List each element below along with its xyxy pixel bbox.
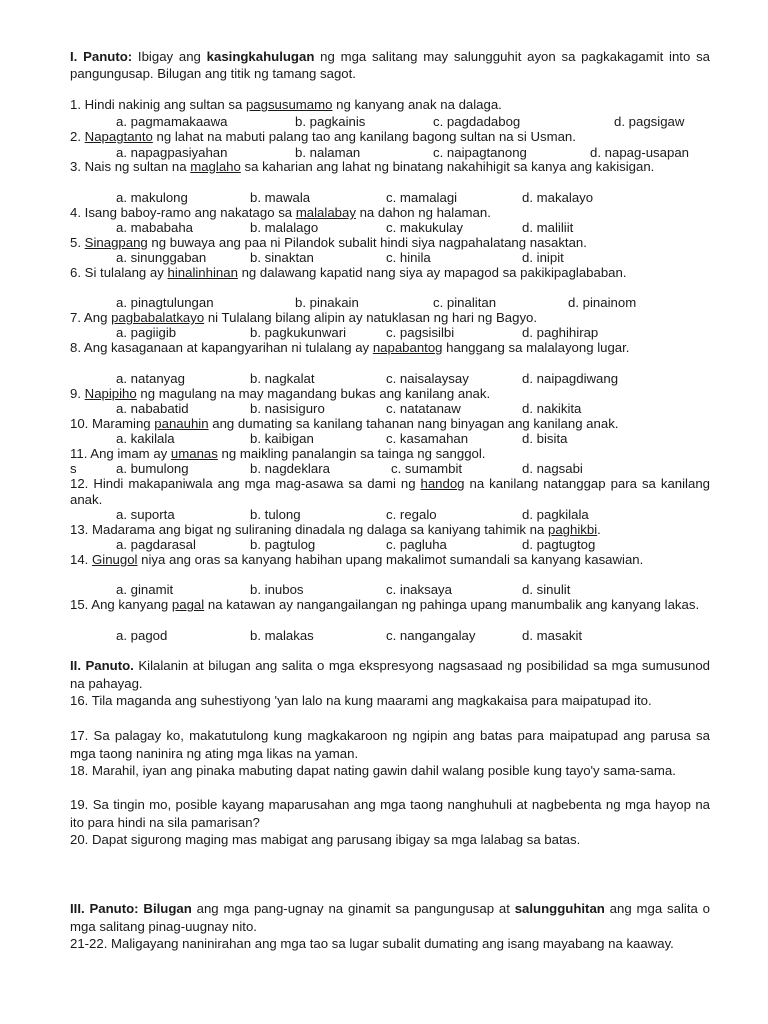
option-a[interactable]: a. makulong: [116, 190, 188, 205]
option-c[interactable]: c. nangangalay: [386, 628, 476, 643]
option-a[interactable]: a. natanyag: [116, 371, 185, 386]
question-7: 7. Ang pagbabalatkayo ni Tulalang bilang alipin ay natuklasan ng hari ng Bagyo.: [70, 310, 538, 325]
option-d[interactable]: d. pagkilala: [522, 507, 589, 522]
section-1-instructions: I. Panuto: Ibigay ang kasingkahulugan ng mga salitang may salungguhit ayon sa pagkakagamit into sa pangungusap. Bilugan ang titik ng tamang sagot.: [70, 49, 710, 81]
underlined-word: maglaho: [190, 159, 241, 174]
option-d[interactable]: d. masakit: [522, 628, 583, 643]
question-4: 4. Isang baboy-ramo ang nakatago sa malalabay na dahon ng halaman.: [70, 205, 491, 220]
question-8: 8. Ang kasaganaan at kapangyarihan ni tulalang ay napabantog hanggang sa malalayong lugar.: [70, 340, 630, 355]
option-c[interactable]: c. makukulay: [386, 220, 463, 235]
option-a[interactable]: a. napagpasiyahan: [116, 145, 228, 160]
question-13-options: [0, 537, 768, 552]
option-d[interactable]: d. sinulit: [522, 582, 571, 597]
option-a[interactable]: a. pagmamakaawa: [116, 114, 228, 129]
option-a[interactable]: a. kakilala: [116, 431, 175, 446]
question-14-options: [0, 582, 768, 597]
option-a[interactable]: a. nababatid: [116, 401, 189, 416]
option-c[interactable]: c. hinila: [386, 250, 431, 265]
option-b[interactable]: b. kaibigan: [250, 431, 314, 446]
option-b[interactable]: b. inubos: [250, 582, 304, 597]
question-5: 5. Sinagpang ng buwaya ang paa ni Pilandok subalit hindi siya nagpahalatang nasaktan.: [70, 235, 587, 250]
option-a[interactable]: a. sinunggaban: [116, 250, 207, 265]
option-b[interactable]: b. malalago: [250, 220, 319, 235]
question-15-options: [0, 628, 768, 643]
underlined-word: handog: [420, 476, 465, 491]
option-a[interactable]: a. pagdarasal: [116, 537, 196, 552]
section-2-item-19: 19. Sa tingin mo, posible kayang maparusahan ang mga taong nanghuhuli at nagbebenta ng mga hayop na ito para hindi na sila pamarisan?: [70, 797, 710, 830]
option-b[interactable]: b. malakas: [250, 628, 314, 643]
section-3-label: III. Panuto: Bilugan: [70, 901, 192, 916]
question-10-options: [0, 431, 768, 446]
underlined-word: pagsusumamo: [245, 97, 333, 112]
option-d[interactable]: d. bisita: [522, 431, 568, 446]
option-d[interactable]: d. inipit: [522, 250, 564, 265]
section-3-item-21-22: 21-22. Maligayang naninirahan ang mga tao sa lugar subalit dumating ang isang mayabang na kaaway.: [70, 936, 674, 951]
option-c[interactable]: c. inaksaya: [386, 582, 452, 597]
question-5-options: [0, 250, 768, 265]
section-2-instructions: II. Panuto. Kilalanin at bilugan ang salita o mga ekspresyong nagsasaad ng posibilidad sa mga sumusunod na pahayag.: [70, 658, 710, 691]
question-15: 15. Ang kanyang pagal na katawan ay nangangailangan ng pahinga upang manumbalik ang kanyang lakas.: [70, 597, 700, 612]
option-b[interactable]: b. nalaman: [295, 145, 361, 160]
section-2-label: II. Panuto.: [70, 658, 134, 673]
question-9-options: [0, 401, 768, 416]
underlined-word: paghikbi: [548, 522, 598, 537]
underlined-word: hinalinhinan: [167, 265, 238, 280]
option-a[interactable]: a. bumulong: [116, 461, 189, 476]
option-c[interactable]: c. naisalaysay: [386, 371, 469, 386]
question-14: 14. Ginugol niya ang oras sa kanyang habihan upang makalimot sumandali sa kanyang kasawian.: [70, 552, 644, 567]
question-1: 1. Hindi nakinig ang sultan sa pagsusumamo ng kanyang anak na dalaga.: [70, 97, 502, 112]
question-6-options: [0, 295, 768, 310]
question-2-options: [0, 145, 768, 160]
option-c[interactable]: c. pinalitan: [433, 295, 497, 310]
question-3-options: [0, 190, 768, 205]
option-c[interactable]: c. pagluha: [386, 537, 447, 552]
option-c[interactable]: c. sumambit: [391, 461, 463, 476]
section-2-item-20: 20. Dapat sigurong maging mas mabigat ang parusang ibigay sa mga lalabag sa batas.: [70, 832, 581, 847]
option-d[interactable]: d. pagtugtog: [522, 537, 596, 552]
option-b[interactable]: b. nagkalat: [250, 371, 315, 386]
option-c[interactable]: c. pagsisilbi: [386, 325, 455, 340]
question-11-options: [0, 461, 768, 476]
question-3: 3. Nais ng sultan na maglaho sa kaharian ang lahat ng binatang nakahihigit sa kanya ang kakisigan.: [70, 159, 655, 174]
option-c[interactable]: c. natatanaw: [386, 401, 461, 416]
option-b[interactable]: b. sinaktan: [250, 250, 314, 265]
question-10: 10. Maraming panauhin ang dumating sa kanilang tahanan nang binyagan ang kanilang anak.: [70, 416, 619, 431]
question-4-options: [0, 220, 768, 235]
question-13: 13. Madarama ang bigat ng suliraning dinadala ng dalaga sa kaniyang tahimik na paghikbi.: [70, 522, 601, 537]
underlined-word: panauhin: [154, 416, 209, 431]
option-a[interactable]: a. ginamit: [116, 582, 174, 597]
option-b[interactable]: b. nasisiguro: [250, 401, 325, 416]
underlined-word: Napipiho: [84, 386, 137, 401]
option-d[interactable]: d. nakikita: [522, 401, 582, 416]
option-c[interactable]: c. regalo: [386, 507, 437, 522]
section-2-item-18: 18. Marahil, iyan ang pinaka mabuting dapat nating gawin dahil walang posible kung tayo'y sama-sama.: [70, 763, 676, 778]
question-6: 6. Si tulalang ay hinalinhinan ng dalawang kapatid nang siya ay mapagod sa pakikipaglababan.: [70, 265, 627, 280]
underlined-word: malalabay: [295, 205, 356, 220]
option-a[interactable]: a. pagod: [116, 628, 168, 643]
section-1-label: I. Panuto:: [70, 49, 133, 64]
section-2-item-16: 16. Tila maganda ang suhestiyong 'yan lalo na kung maarami ang magkakaisa para maipatupad ito.: [70, 693, 652, 708]
question-12-options: [0, 507, 768, 522]
option-d[interactable]: d. paghihirap: [522, 325, 599, 340]
underlined-word: pagbabalatkayo: [111, 310, 205, 325]
option-b[interactable]: b. nagdeklara: [250, 461, 330, 476]
option-a[interactable]: a. suporta: [116, 507, 175, 522]
option-d[interactable]: d. makalayo: [522, 190, 594, 205]
question-2: 2. Napagtanto ng lahat na mabuti palang tao ang kanilang bagong sultan na si Usman.: [70, 129, 576, 144]
option-b[interactable]: b. pagkainis: [295, 114, 366, 129]
option-c[interactable]: c. kasamahan: [386, 431, 469, 446]
option-d[interactable]: d. maliliit: [522, 220, 574, 235]
option-b[interactable]: b. pagtulog: [250, 537, 316, 552]
question-12: 12. Hindi makapaniwala ang mga mag-asawa sa dami ng handog na kanilang natanggap para sa kanilang anak.: [70, 476, 710, 507]
option-b[interactable]: b. pagkukunwari: [250, 325, 347, 340]
underlined-word: Napagtanto: [84, 129, 153, 144]
underlined-word: napabantog: [372, 340, 443, 355]
option-c[interactable]: c. mamalagi: [386, 190, 458, 205]
question-1-options: [0, 114, 768, 129]
underlined-word: umanas: [170, 446, 218, 461]
underlined-word: Sinagpang: [84, 235, 148, 250]
option-b[interactable]: b. pinakain: [295, 295, 359, 310]
option-a[interactable]: a. mababaha: [116, 220, 193, 235]
option-d[interactable]: d. nagsabi: [522, 461, 583, 476]
section-1-bold-word: kasingkahulugan: [206, 49, 315, 64]
question-9: 9. Napipiho ng magulang na may magandang bukas ang kanilang anak.: [70, 386, 491, 401]
option-a[interactable]: a. pagiigib: [116, 325, 177, 340]
question-11: 11. Ang imam ay umanas ng maikling panalangin sa tainga ng sanggol.: [70, 446, 486, 461]
stray-letter: s: [70, 461, 77, 476]
option-c[interactable]: c. naipagtanong: [433, 145, 527, 160]
section-3-bold-word: salungguhitan: [514, 901, 605, 916]
option-d[interactable]: d. pagsigaw: [614, 114, 685, 129]
option-b[interactable]: b. tulong: [250, 507, 301, 522]
option-d[interactable]: d. pinainom: [568, 295, 637, 310]
section-2-item-17: 17. Sa palagay ko, makatutulong kung magkakaroon ng ngipin ang batas para maipatupad ang parusa sa mga taong naninira ng ating mga likas na yaman.: [70, 728, 710, 761]
question-7-options: [0, 325, 768, 340]
option-a[interactable]: a. pinagtulungan: [116, 295, 214, 310]
option-b[interactable]: b. mawala: [250, 190, 311, 205]
underlined-word: Ginugol: [92, 552, 138, 567]
underlined-word: pagal: [171, 597, 205, 612]
option-d[interactable]: d. naipagdiwang: [522, 371, 619, 386]
option-d[interactable]: d. napag-usapan: [590, 145, 689, 160]
question-8-options: [0, 371, 768, 386]
option-c[interactable]: c. pagdadabog: [433, 114, 521, 129]
section-3-instructions: III. Panuto: Bilugan ang mga pang-ugnay na ginamit sa pangungusap at salungguhitan ang mga salita o mga salitang pinag-uugnay nito.: [70, 901, 710, 934]
